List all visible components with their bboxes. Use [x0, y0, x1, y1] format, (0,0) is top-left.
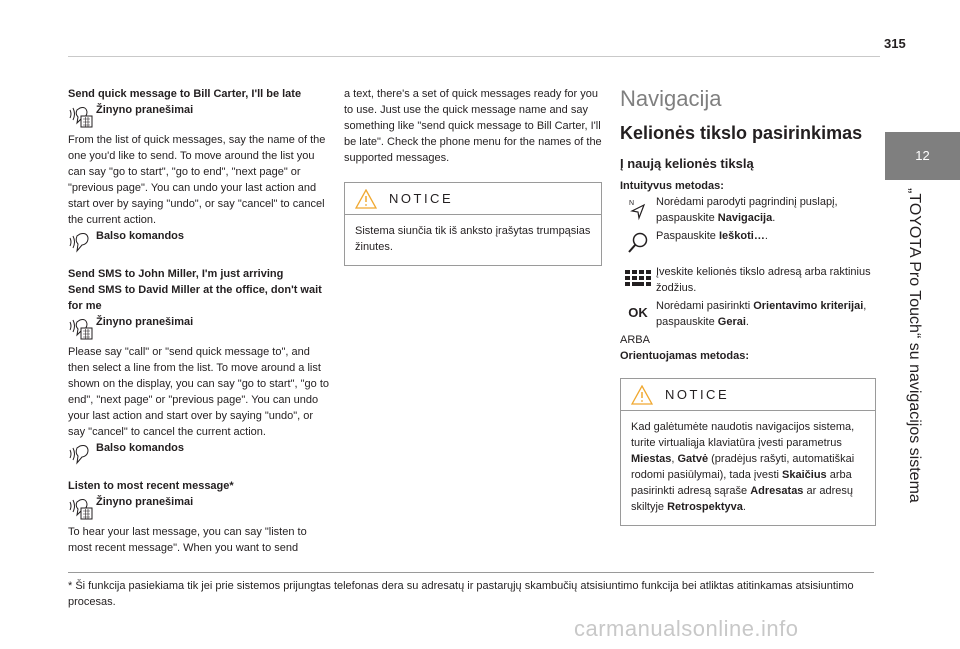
or-label: ARBA	[620, 334, 650, 346]
paragraph: From the list of quick messages, say the name of the one you'd like to send. To move around the list you can say "go to start", "go to end", "next page" or "previous page". You can undo your last action and start over by saying "undo", or say "cancel" to cancel the current action.	[68, 134, 326, 226]
step-search	[620, 228, 876, 258]
column-continued	[344, 86, 602, 266]
svg-text:N: N	[629, 200, 635, 207]
paragraph: To hear your last message, you can say "listen to most recent message". When you want to send	[68, 526, 307, 554]
footnote-divider	[68, 572, 874, 573]
paragraph: a text, there's a set of quick messages ready for you to use. Just use the quick message name and say something like "send quick message to Bill Carter, I'll be late". Check the phone menu for the names of the supported messages.	[344, 88, 602, 164]
method-label: Orientuojamas metodas:	[620, 350, 749, 362]
column-navigation	[620, 86, 876, 526]
notice-text: Sistema siunčia tik iš anksto įrašytas trumpąsias žinutes.	[355, 225, 591, 253]
section-subheading: Kelionės tikslo pasirinkimas	[620, 123, 863, 143]
help-messages-line	[68, 314, 330, 338]
search-icon	[620, 228, 656, 258]
voice-command: Listen to most recent message*	[68, 480, 234, 492]
chapter-title-text: „TOYOTA Pro Touch“ su navigacijos sistema	[906, 188, 923, 503]
chapter-title-vertical	[868, 188, 960, 568]
help-messages-label: Žinyno pranešimai	[96, 316, 194, 328]
section-subsubheading: Į naują kelionės tikslą	[620, 156, 754, 171]
notice-title: NOTICE	[665, 386, 730, 402]
notice-header	[345, 183, 601, 215]
top-divider	[68, 56, 880, 57]
watermark: carmanualsonline.info	[574, 616, 799, 641]
footnote: * Ši funkcija pasiekiama tik jei prie sistemos prijungtas telefonas dera su adresatų ir pastarųjų skambučių atsisiuntimo funkcija bei atliktas atitinkamas atsisiuntimo procesas.	[68, 580, 854, 608]
step-text: Norėdami parodyti pagrindinį puslapį, paspauskite Navigacija.	[656, 196, 838, 224]
step-keyboard	[620, 264, 876, 296]
warning-icon	[355, 189, 377, 209]
step-text: Paspauskite Ieškoti….	[656, 230, 768, 242]
voice-commands-label: Balso komandos	[96, 230, 185, 242]
voice-commands-icon	[68, 442, 96, 464]
method-label: Intuityvus metodas:	[620, 180, 724, 192]
keyboard-icon	[620, 264, 656, 294]
notice-box	[620, 378, 876, 526]
step-navigation	[620, 194, 876, 226]
help-messages-line	[68, 494, 330, 518]
step-text: Norėdami pasirinkti Orientavimo kriterijai, paspauskite Gerai.	[656, 300, 867, 328]
notice-text: Kad galėtumėte naudotis navigacijos sistema, turite virtualiąja klaviatūra įvesti parametrus Miestas, Gatvė (pradėjus rašyti, automatiškai rodomi pasiūlymai), tada įvesti Skaičius arba pasirinkti adresą sąraše Adresatas ar adresų skiltyje Retrospektyva.	[631, 421, 855, 513]
voice-help-messages-icon	[68, 104, 96, 126]
paragraph: Please say "call" or "send quick message to", and then select a line from the list. To move around a list shown on the display, you can say "go to start", "go to end", "next page" or "previous page". You can undo your last action and start over by saying "undo", or say "cancel" to cancel the current action.	[68, 346, 329, 438]
voice-commands-label: Balso komandos	[96, 442, 185, 454]
page-number: 315	[884, 36, 906, 51]
help-messages-line	[68, 102, 330, 126]
warning-icon	[631, 385, 653, 405]
voice-command: Send SMS to John Miller, I'm just arriving	[68, 268, 284, 280]
notice-header	[621, 379, 875, 411]
column-voice-messages	[68, 86, 330, 556]
section-heading: Navigacija	[620, 86, 722, 111]
navigation-arrow-icon	[620, 194, 656, 224]
ok-icon	[620, 298, 656, 328]
notice-title: NOTICE	[389, 190, 454, 206]
voice-commands-icon	[68, 230, 96, 252]
chapter-tab: 12	[885, 132, 960, 180]
ok-label: OK	[628, 305, 648, 320]
step-ok	[620, 298, 876, 330]
help-messages-label: Žinyno pranešimai	[96, 496, 194, 508]
voice-commands-line	[68, 228, 330, 252]
voice-command: Send SMS to David Miller at the office, don't wait for me	[68, 284, 322, 312]
notice-box	[344, 182, 602, 266]
voice-commands-line	[68, 440, 330, 464]
help-messages-label: Žinyno pranešimai	[96, 104, 194, 116]
voice-command: Send quick message to Bill Carter, I'll be late	[68, 88, 302, 100]
step-text: Įveskite kelionės tikslo adresą arba raktinius žodžius.	[656, 266, 871, 294]
voice-help-messages-icon	[68, 316, 96, 338]
voice-help-messages-icon	[68, 496, 96, 518]
